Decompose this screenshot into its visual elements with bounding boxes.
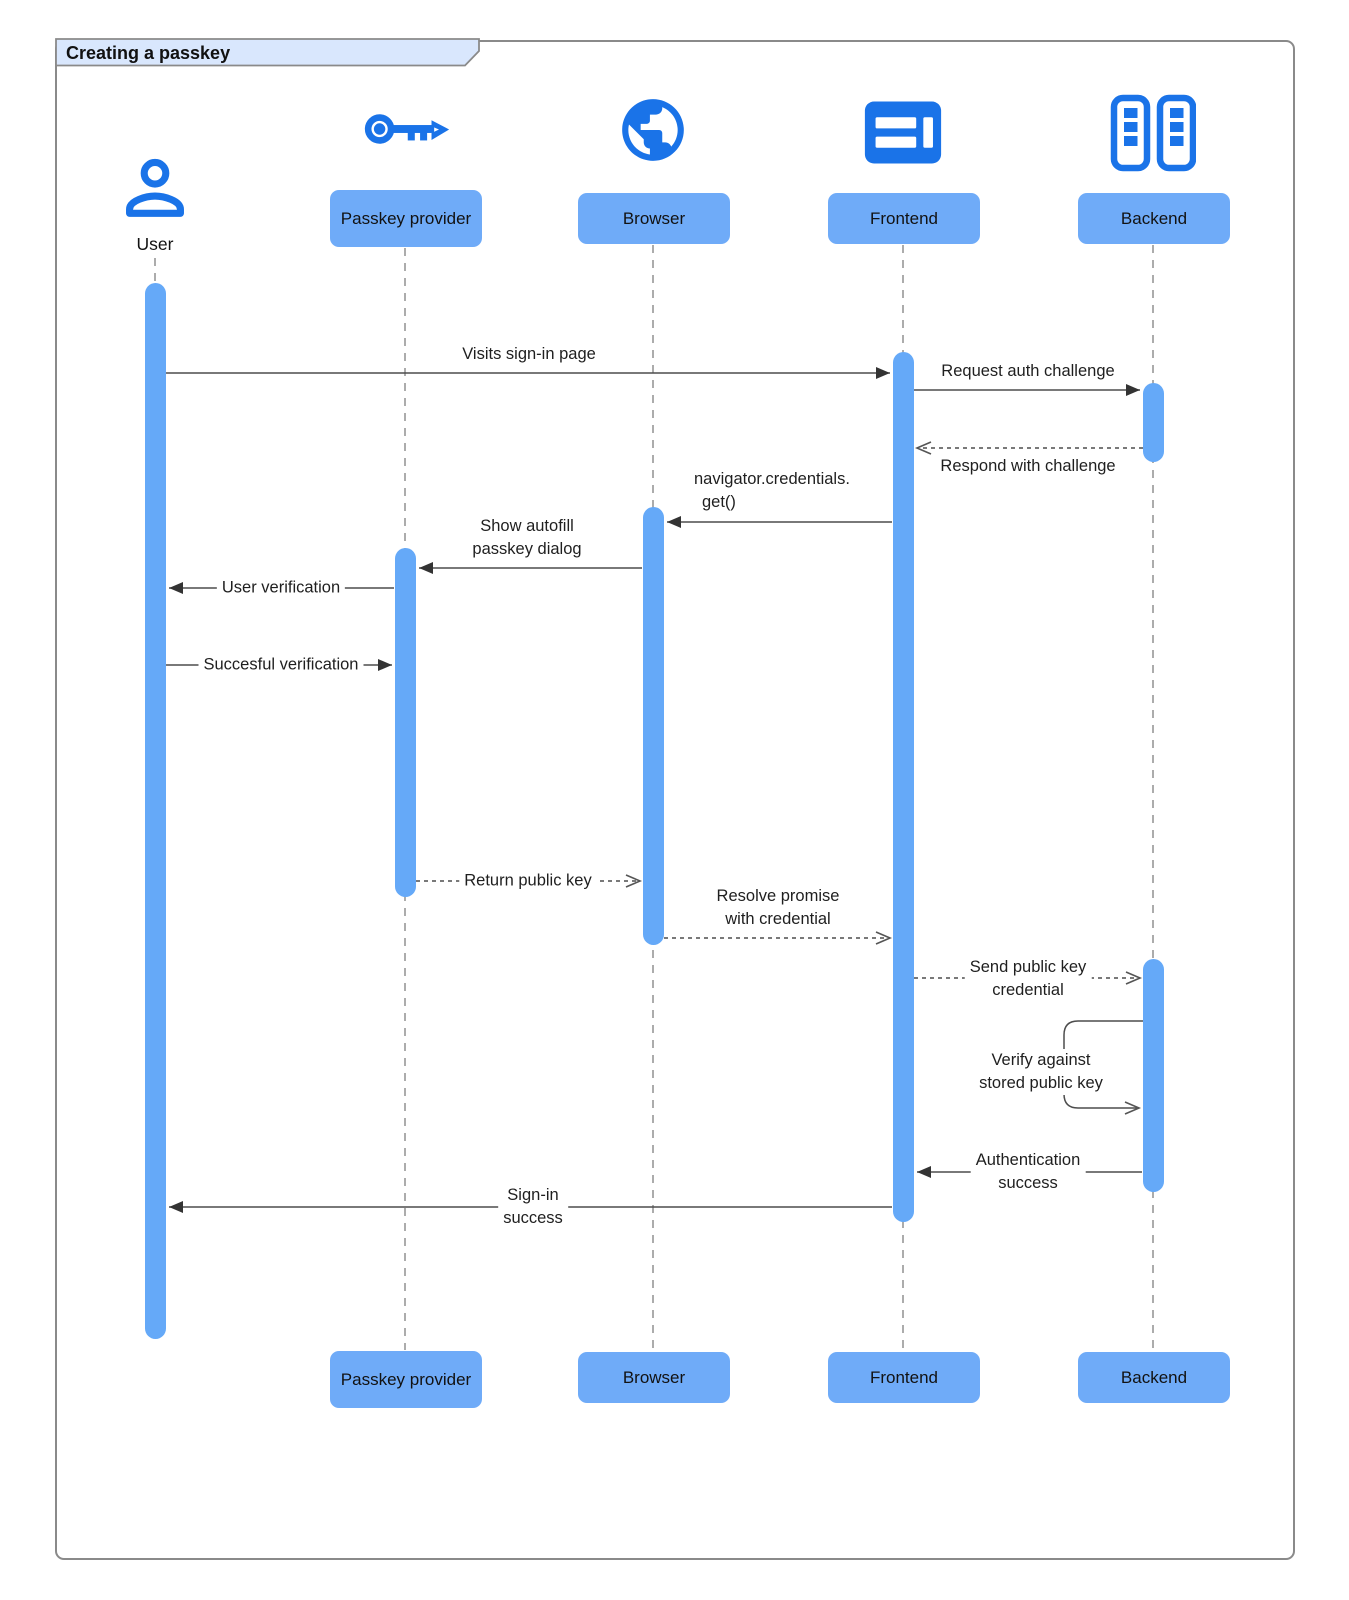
message-label-return-public-key: Return public key — [459, 870, 596, 893]
key-icon — [362, 100, 450, 158]
message-label-respond-with-challenge: Respond with challenge — [940, 457, 1116, 475]
actor-box-backend-top: Backend — [1078, 193, 1230, 244]
message-label-authentication-success: Authentication success — [971, 1149, 1086, 1195]
message-label-show-autofill-passkey-dialog: Show autofill passkey dialog — [472, 517, 582, 558]
activation-bar-passkey-provider — [395, 548, 416, 897]
activation-bar-backend-1 — [1143, 383, 1164, 462]
server-icon — [1110, 94, 1196, 172]
actor-box-frontend-bottom: Frontend — [828, 1352, 980, 1403]
actor-label-user: User — [136, 234, 174, 254]
message-label-verify-against-stored-public-key: Verify against stored public key — [974, 1049, 1108, 1095]
actor-box-passkey-provider-top: Passkey provider — [330, 190, 482, 247]
actor-box-frontend-top: Frontend — [828, 193, 980, 244]
message-label-resolve-promise: Resolve promise with credential — [716, 887, 840, 928]
message-label-send-public-key-credential: Send public key credential — [965, 956, 1092, 1002]
activation-bar-backend-2 — [1143, 959, 1164, 1192]
activation-bar-user — [145, 283, 166, 1339]
actor-box-backend-bottom: Backend — [1078, 1352, 1230, 1403]
message-label-visits-sign-in-page: Visits sign-in page — [462, 345, 596, 363]
diagram-title: Creating a passkey — [66, 43, 231, 63]
activation-bar-browser — [643, 507, 664, 945]
message-label-navigator-credentials-get: navigator.credentials. get() — [694, 470, 850, 511]
message-label-succesful-verification: Succesful verification — [199, 654, 364, 677]
globe-icon — [616, 93, 690, 167]
message-label-user-verification: User verification — [217, 577, 345, 600]
message-label-request-auth-challenge: Request auth challenge — [941, 362, 1115, 380]
activation-bar-frontend — [893, 352, 914, 1222]
actor-box-passkey-provider-bottom: Passkey provider — [330, 1351, 482, 1408]
person-icon — [118, 152, 192, 230]
window-icon — [864, 101, 942, 164]
actor-box-browser-top: Browser — [578, 193, 730, 244]
actor-box-browser-bottom: Browser — [578, 1352, 730, 1403]
message-label-sign-in-success: Sign-in success — [498, 1184, 568, 1230]
